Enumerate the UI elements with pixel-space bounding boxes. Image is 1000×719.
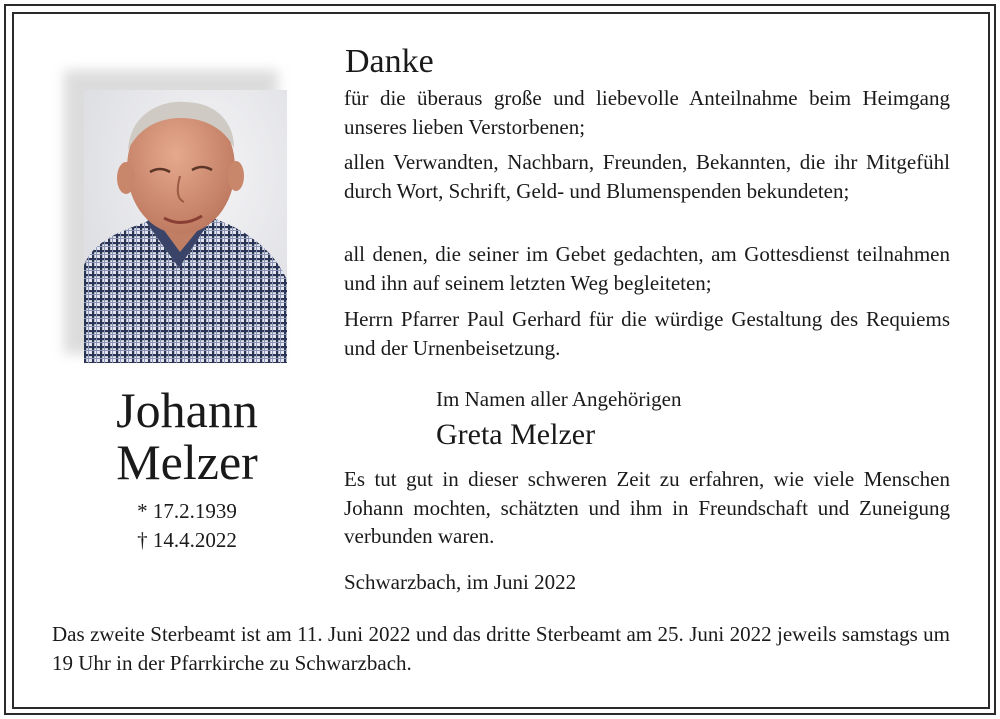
- death-date: † 14.4.2022: [137, 528, 237, 552]
- family-intro: Im Namen aller Angehörigen: [436, 387, 682, 411]
- birth-date: * 17.2.1939: [137, 499, 237, 523]
- thanks-paragraph: Herrn Pfarrer Paul Gerhard für die würdige Gestaltung des Requiems und der Urnenbeisetzung.: [344, 307, 950, 360]
- service-notice: Das zweite Sterbeamt ist am 11. Juni 2022 und das dritte Sterbeamt am 25. Juni 2022 jeweils samstags um 19 Uhr in der Pfarrkirche zu Schwarzbach.: [52, 622, 950, 675]
- thanks-paragraph: all denen, die seiner im Gebet gedachten, am Gottesdienst teilnahmen und ihn auf seinem letzten Weg begleiteten;: [344, 242, 950, 295]
- thanks-heading: Danke: [345, 43, 434, 80]
- deceased-first-name: Johann: [116, 382, 258, 438]
- place-date: Schwarzbach, im Juni 2022: [344, 570, 577, 594]
- closing-paragraph: Es tut gut in dieser schweren Zeit zu erfahren, wie viele Menschen Johann mochten, schätzten und ihm in Freundschaft und Zuneigung verbunden waren.: [344, 467, 950, 548]
- family-signature: Greta Melzer: [436, 418, 596, 451]
- deceased-last-name: Melzer: [116, 434, 258, 490]
- thanks-paragraph: für die überaus große und liebevolle Anteilnahme beim Heimgang unseres lieben Verstorbenen;: [344, 86, 950, 139]
- thanks-paragraph: allen Verwandten, Nachbarn, Freunden, Bekannten, die ihr Mitgefühl durch Wort, Schrift, Geld- und Blumenspenden bekundeten;: [344, 150, 950, 203]
- portrait-photo: [84, 90, 287, 363]
